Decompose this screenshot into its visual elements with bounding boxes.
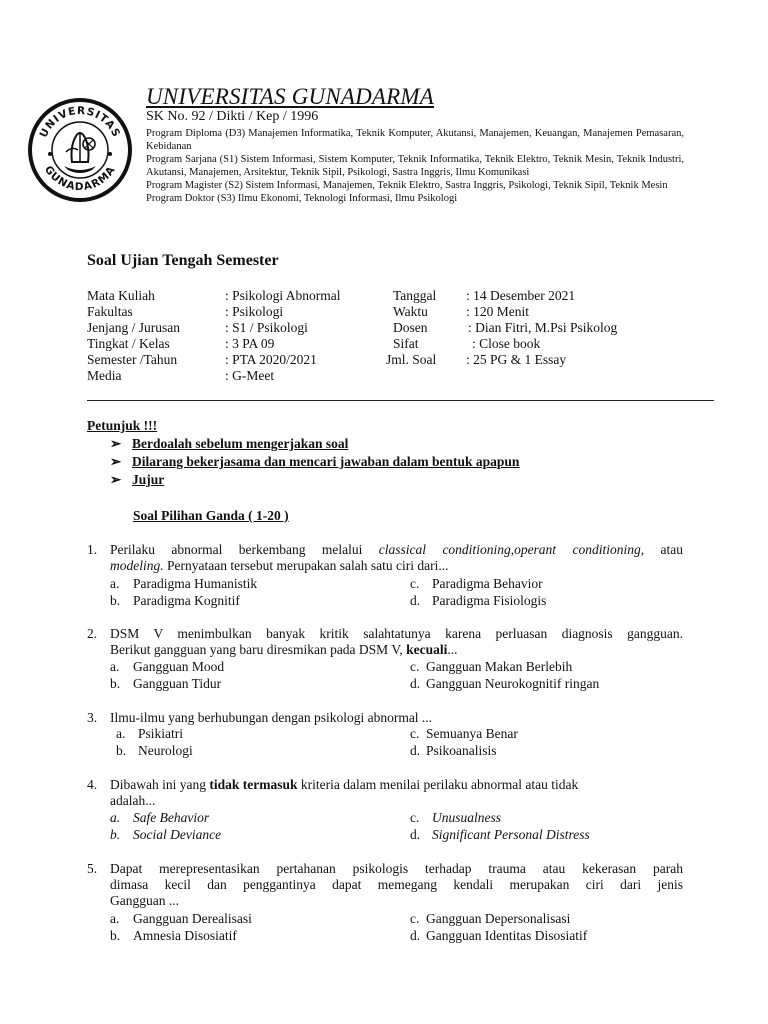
option-text: Significant Personal Distress bbox=[432, 827, 590, 842]
instruction-text: Dilarang bekerjasama dan mencari jawaban dalam bentuk apapun bbox=[132, 454, 520, 469]
option-text: Social Deviance bbox=[133, 827, 222, 842]
info-value: : G-Meet bbox=[225, 368, 275, 383]
question-number: 5. bbox=[87, 861, 98, 876]
program-diploma: Program Diploma (D3) Manajemen Informatika, Teknik Komputer, Akutansi, Manajemen, Keuangan, Manajemen Pemasaran, Kebidanan bbox=[146, 128, 684, 152]
instruction-text: Berdoalah sebelum mengerjakan soal bbox=[132, 436, 349, 451]
university-seal-logo bbox=[26, 96, 134, 204]
q-text-part: Berikut gangguan yang baru diresmikan pada DSM V, bbox=[110, 642, 407, 657]
info-label: Jml. Soal bbox=[386, 352, 437, 367]
info-value: : 3 PA 09 bbox=[225, 336, 275, 351]
info-label: Media bbox=[87, 368, 122, 383]
program-magister: Program Magister (S2) Sistem Informasi, Manajemen, Teknik Elektro, Sastra Inggris, Psikologi, Teknik Sipil, Teknik Mesin bbox=[146, 180, 668, 191]
question-text bbox=[110, 710, 683, 726]
option-text: Semuanya Benar bbox=[426, 726, 518, 741]
option-text: Paradigma Fisiologis bbox=[432, 593, 547, 608]
option-text: Amnesia Disosiatif bbox=[133, 928, 237, 943]
program-doktor: Program Doktor (S3) Ilmu Ekonomi, Teknologi Informasi, Ilmu Psikologi bbox=[146, 193, 458, 204]
arrow-bullet-icon: ➢ bbox=[110, 472, 122, 487]
q-text-part: kriteria dalam menilai perilaku abnormal atau tidak bbox=[297, 777, 579, 792]
option-letter: a. bbox=[110, 576, 120, 591]
instruction-text: Jujur bbox=[132, 472, 165, 487]
option-text: Paradigma Humanistik bbox=[133, 576, 258, 591]
question-number: 2. bbox=[87, 626, 98, 641]
info-value: : S1 / Psikologi bbox=[225, 320, 308, 335]
question-text bbox=[110, 626, 683, 658]
option-letter: a. bbox=[110, 911, 120, 926]
option-letter: c. bbox=[410, 726, 420, 741]
svg-text:UNIVERSITAS: UNIVERSITAS bbox=[37, 104, 123, 140]
q-text-italic: classical conditioning,operant conditioning, bbox=[378, 542, 645, 557]
info-label: Tanggal bbox=[393, 288, 437, 303]
arrow-bullet-icon: ➢ bbox=[110, 454, 122, 469]
option-letter: c. bbox=[410, 911, 420, 926]
option-letter: d. bbox=[410, 827, 421, 842]
university-name: UNIVERSITAS GUNADARMA bbox=[146, 84, 435, 109]
option-letter: a. bbox=[116, 726, 126, 741]
info-value: : Psikologi Abnormal bbox=[225, 288, 341, 303]
option-letter: b. bbox=[110, 676, 121, 691]
option-text: Gangguan Neurokognitif ringan bbox=[426, 676, 600, 691]
section-title: Soal Pilihan Ganda ( 1-20 ) bbox=[133, 508, 289, 523]
instruction-item bbox=[110, 454, 519, 470]
info-value: : Psikologi bbox=[225, 304, 284, 319]
info-value: : 14 Desember 2021 bbox=[466, 288, 576, 303]
info-label: Jenjang / Jurusan bbox=[87, 320, 180, 335]
q-text-part: ... bbox=[447, 642, 458, 657]
program-sarjana: Program Sarjana (S1) Sistem Informasi, Sistem Komputer, Teknik Informatika, Teknik Elektro, Teknik Mesin, Teknik Industri, Akutansi, Manajemen, Arsitektur, Teknik Sipil, Psikologi, Sastra Inggris, Ilmu Komunikasi bbox=[146, 154, 684, 178]
question-text bbox=[110, 542, 683, 574]
option-letter: b. bbox=[110, 928, 121, 943]
q-text-line: Gangguan ... bbox=[110, 893, 179, 908]
info-label: Sifat bbox=[393, 336, 419, 351]
question-number: 3. bbox=[87, 710, 98, 725]
info-value: : 25 PG & 1 Essay bbox=[466, 352, 567, 367]
sk-number: SK No. 92 / Dikti / Kep / 1996 bbox=[146, 109, 319, 124]
info-label: Dosen bbox=[393, 320, 428, 335]
q-text-line: Ilmu-ilmu yang berhubungan dengan psikologi abnormal ... bbox=[110, 710, 433, 725]
instruction-item bbox=[110, 472, 164, 488]
question-number: 1. bbox=[87, 542, 98, 557]
q-text-line: DSM V menimbulkan banyak kritik salahtatunya karena perluasan diagnosis gangguan. bbox=[110, 626, 683, 641]
q-text-bold: tidak termasuk bbox=[209, 777, 298, 792]
divider-line bbox=[87, 400, 714, 401]
info-value: : Dian Fitri, M.Psi Psikolog bbox=[468, 320, 618, 335]
q-text-part: Dibawah ini yang bbox=[110, 777, 210, 792]
option-letter: b. bbox=[110, 827, 121, 842]
exam-title: Soal Ujian Tengah Semester bbox=[87, 252, 279, 269]
q-text-part: Pernyataan tersebut merupakan salah satu ciri dari... bbox=[163, 558, 449, 573]
option-text: Gangguan Depersonalisasi bbox=[426, 911, 571, 926]
info-label: Tingkat / Kelas bbox=[87, 336, 170, 351]
option-letter: a. bbox=[110, 810, 121, 825]
info-value: : 120 Menit bbox=[466, 304, 529, 319]
q-text-bold: kecuali bbox=[406, 642, 448, 657]
instruction-item bbox=[110, 436, 348, 452]
instructions-title: Petunjuk !!! bbox=[87, 418, 158, 433]
program-list bbox=[146, 127, 684, 205]
option-text: Gangguan Makan Berlebih bbox=[426, 659, 573, 674]
option-letter: d. bbox=[410, 593, 421, 608]
option-text: Psikoanalisis bbox=[426, 743, 497, 758]
option-text: Paradigma Kognitif bbox=[133, 593, 240, 608]
info-label: Semester /Tahun bbox=[87, 352, 178, 367]
info-label: Fakultas bbox=[87, 304, 133, 319]
option-text: Gangguan Identitas Disosiatif bbox=[426, 928, 588, 943]
option-letter: a. bbox=[110, 659, 120, 674]
svg-text:GUNADARMA: GUNADARMA bbox=[41, 163, 119, 194]
option-letter: b. bbox=[116, 743, 127, 758]
option-letter: d. bbox=[410, 928, 421, 943]
option-letter: c. bbox=[410, 576, 420, 591]
option-letter: b. bbox=[110, 593, 121, 608]
q-text-line: adalah... bbox=[110, 793, 156, 808]
q-text-part: atau bbox=[644, 542, 683, 557]
question-number: 4. bbox=[87, 777, 98, 792]
option-text: Gangguan Mood bbox=[133, 659, 225, 674]
option-text: Paradigma Behavior bbox=[432, 576, 543, 591]
q-text-line: Dapat merepresentasikan pertahanan psikologis terhadap trauma atau kekerasan parah bbox=[110, 861, 683, 876]
arrow-bullet-icon: ➢ bbox=[110, 436, 122, 451]
option-text: Gangguan Derealisasi bbox=[133, 911, 252, 926]
option-text: Neurologi bbox=[138, 743, 193, 758]
option-text: Unusualness bbox=[432, 810, 502, 825]
info-value: : PTA 2020/2021 bbox=[225, 352, 317, 367]
info-label: Mata Kuliah bbox=[87, 288, 155, 303]
option-letter: d. bbox=[410, 743, 421, 758]
option-letter: c. bbox=[410, 810, 420, 825]
q-text-italic: modeling. bbox=[110, 558, 164, 573]
option-text: Psikiatri bbox=[138, 726, 184, 741]
question-text bbox=[110, 777, 683, 809]
question-text bbox=[110, 861, 683, 909]
q-text-part: Perilaku abnormal berkembang melalui bbox=[110, 542, 379, 557]
option-letter: d. bbox=[410, 676, 421, 691]
info-value: : Close book bbox=[472, 336, 541, 351]
info-label: Waktu bbox=[393, 304, 428, 319]
option-letter: c. bbox=[410, 659, 420, 674]
q-text-line: dimasa kecil dan penggantinya dapat memegang kendali merupakan ciri dari jenis bbox=[110, 877, 683, 892]
option-text: Safe Behavior bbox=[133, 810, 210, 825]
option-text: Gangguan Tidur bbox=[133, 676, 222, 691]
